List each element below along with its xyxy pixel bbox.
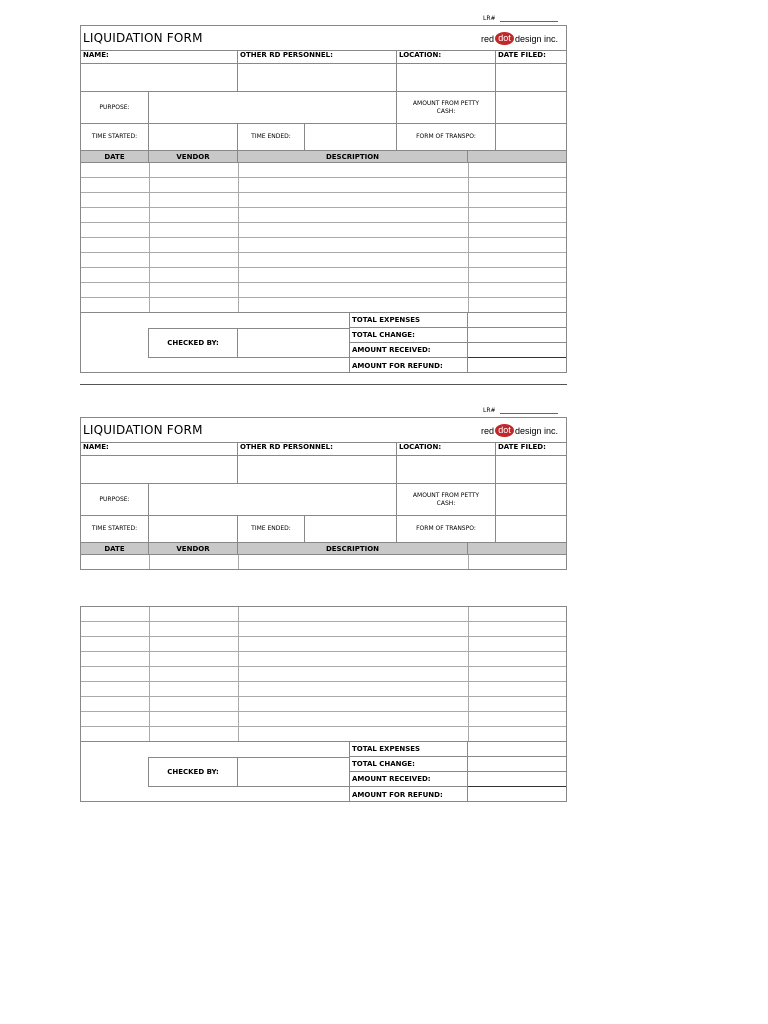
checked-by-field[interactable] <box>237 757 350 787</box>
date-filed-field[interactable] <box>496 64 566 92</box>
time-ended-label: TIME ENDED: <box>238 124 305 151</box>
location-field[interactable] <box>397 456 496 484</box>
amount-petty-field[interactable] <box>496 484 566 516</box>
column-date: DATE <box>81 543 149 555</box>
form-header <box>81 418 566 443</box>
time-started-label: TIME STARTED: <box>81 124 149 151</box>
logo-text-pre: red <box>480 33 494 44</box>
table-row[interactable] <box>81 637 566 652</box>
info-grid <box>81 442 566 543</box>
lr-number-field[interactable] <box>500 408 558 414</box>
logo-text-post: design inc. <box>514 425 558 436</box>
lr-number-field[interactable] <box>500 16 558 22</box>
table-row[interactable] <box>81 208 566 223</box>
other-personnel-field[interactable] <box>238 456 397 484</box>
location-field[interactable] <box>397 64 496 92</box>
other-personnel-field[interactable] <box>238 64 397 92</box>
total-expenses-label: TOTAL EXPENSES <box>349 313 468 328</box>
transpo-field[interactable] <box>496 124 566 151</box>
table-row[interactable] <box>81 682 566 697</box>
expense-table-body <box>81 555 566 569</box>
table-row[interactable] <box>81 652 566 667</box>
table-row[interactable] <box>81 163 566 178</box>
amount-petty-label: AMOUNT FROM PETTY CASH: <box>397 92 496 124</box>
column-vendor: VENDOR <box>149 543 238 555</box>
other-personnel-label: OTHER RD PERSONNEL: <box>238 50 397 64</box>
purpose-field[interactable] <box>149 92 397 124</box>
total-change-label: TOTAL CHANGE: <box>349 757 468 772</box>
time-ended-label: TIME ENDED: <box>238 516 305 543</box>
total-expenses-field[interactable] <box>468 742 566 757</box>
name-field[interactable] <box>81 64 238 92</box>
column-amount <box>468 543 566 555</box>
total-expenses-label: TOTAL EXPENSES <box>349 742 468 757</box>
checked-by-field[interactable] <box>237 328 350 358</box>
logo-dot: dot <box>495 32 514 45</box>
amount-received-label: AMOUNT RECEIVED: <box>349 343 468 358</box>
transpo-label: FORM OF TRANSPO: <box>397 516 496 543</box>
date-filed-label: DATE FILED: <box>496 50 566 64</box>
info-grid <box>81 50 566 151</box>
time-started-field[interactable] <box>149 516 238 543</box>
total-change-label: TOTAL CHANGE: <box>349 328 468 343</box>
time-ended-field[interactable] <box>305 516 397 543</box>
table-row[interactable] <box>81 727 566 742</box>
name-label: NAME: <box>81 50 238 64</box>
table-row[interactable] <box>81 283 566 298</box>
table-row[interactable] <box>81 253 566 268</box>
liquidation-form-1 <box>80 25 567 373</box>
table-row[interactable] <box>81 223 566 238</box>
table-row[interactable] <box>81 178 566 193</box>
table-row[interactable] <box>81 622 566 637</box>
cut-line-divider <box>80 384 567 385</box>
company-logo <box>481 424 558 437</box>
table-row[interactable] <box>81 193 566 208</box>
logo-dot: dot <box>495 424 514 437</box>
expense-table-header <box>81 151 566 163</box>
amount-refund-label: AMOUNT FOR REFUND: <box>349 358 468 373</box>
amount-received-label: AMOUNT RECEIVED: <box>349 772 468 787</box>
total-change-field[interactable] <box>468 328 566 343</box>
amount-petty-label: AMOUNT FROM PETTY CASH: <box>397 484 496 516</box>
table-row[interactable] <box>81 607 566 622</box>
lr-number <box>483 407 558 414</box>
logo-text-pre: red <box>480 425 494 436</box>
transpo-label: FORM OF TRANSPO: <box>397 124 496 151</box>
time-started-field[interactable] <box>149 124 238 151</box>
column-amount <box>468 151 566 163</box>
logo-text-post: design inc. <box>514 33 558 44</box>
checked-by-label: CHECKED BY: <box>148 757 238 787</box>
amount-refund-label: AMOUNT FOR REFUND: <box>349 787 468 802</box>
purpose-label: PURPOSE: <box>81 92 149 124</box>
location-label: LOCATION: <box>397 50 496 64</box>
table-row[interactable] <box>81 697 566 712</box>
amount-received-field[interactable] <box>468 343 566 358</box>
other-personnel-label: OTHER RD PERSONNEL: <box>238 442 397 456</box>
column-date: DATE <box>81 151 149 163</box>
amount-received-field[interactable] <box>468 772 566 787</box>
total-change-field[interactable] <box>468 757 566 772</box>
expense-table-body <box>81 163 566 313</box>
form-title: LIQUIDATION FORM <box>83 423 203 437</box>
name-field[interactable] <box>81 456 238 484</box>
total-expenses-field[interactable] <box>468 313 566 328</box>
time-ended-field[interactable] <box>305 124 397 151</box>
liquidation-form-2 <box>80 417 567 570</box>
liquidation-form-2-continued <box>80 606 567 802</box>
transpo-field[interactable] <box>496 516 566 543</box>
column-description: DESCRIPTION <box>238 151 468 163</box>
expense-table-body <box>81 607 566 742</box>
date-filed-label: DATE FILED: <box>496 442 566 456</box>
table-row[interactable] <box>81 667 566 682</box>
lr-number <box>483 15 558 22</box>
form-header <box>81 26 566 51</box>
purpose-field[interactable] <box>149 484 397 516</box>
table-row[interactable] <box>81 238 566 253</box>
expense-table-header <box>81 543 566 555</box>
name-label: NAME: <box>81 442 238 456</box>
location-label: LOCATION: <box>397 442 496 456</box>
date-filed-field[interactable] <box>496 456 566 484</box>
lr-label: LR# <box>483 15 496 22</box>
lr-label: LR# <box>483 407 496 414</box>
form-title: LIQUIDATION FORM <box>83 31 203 45</box>
checked-by-label: CHECKED BY: <box>148 328 238 358</box>
time-started-label: TIME STARTED: <box>81 516 149 543</box>
table-row[interactable] <box>81 298 566 313</box>
amount-petty-field[interactable] <box>496 92 566 124</box>
column-vendor: VENDOR <box>149 151 238 163</box>
table-row[interactable] <box>81 712 566 727</box>
column-description: DESCRIPTION <box>238 543 468 555</box>
company-logo <box>481 32 558 45</box>
purpose-label: PURPOSE: <box>81 484 149 516</box>
table-row[interactable] <box>81 268 566 283</box>
